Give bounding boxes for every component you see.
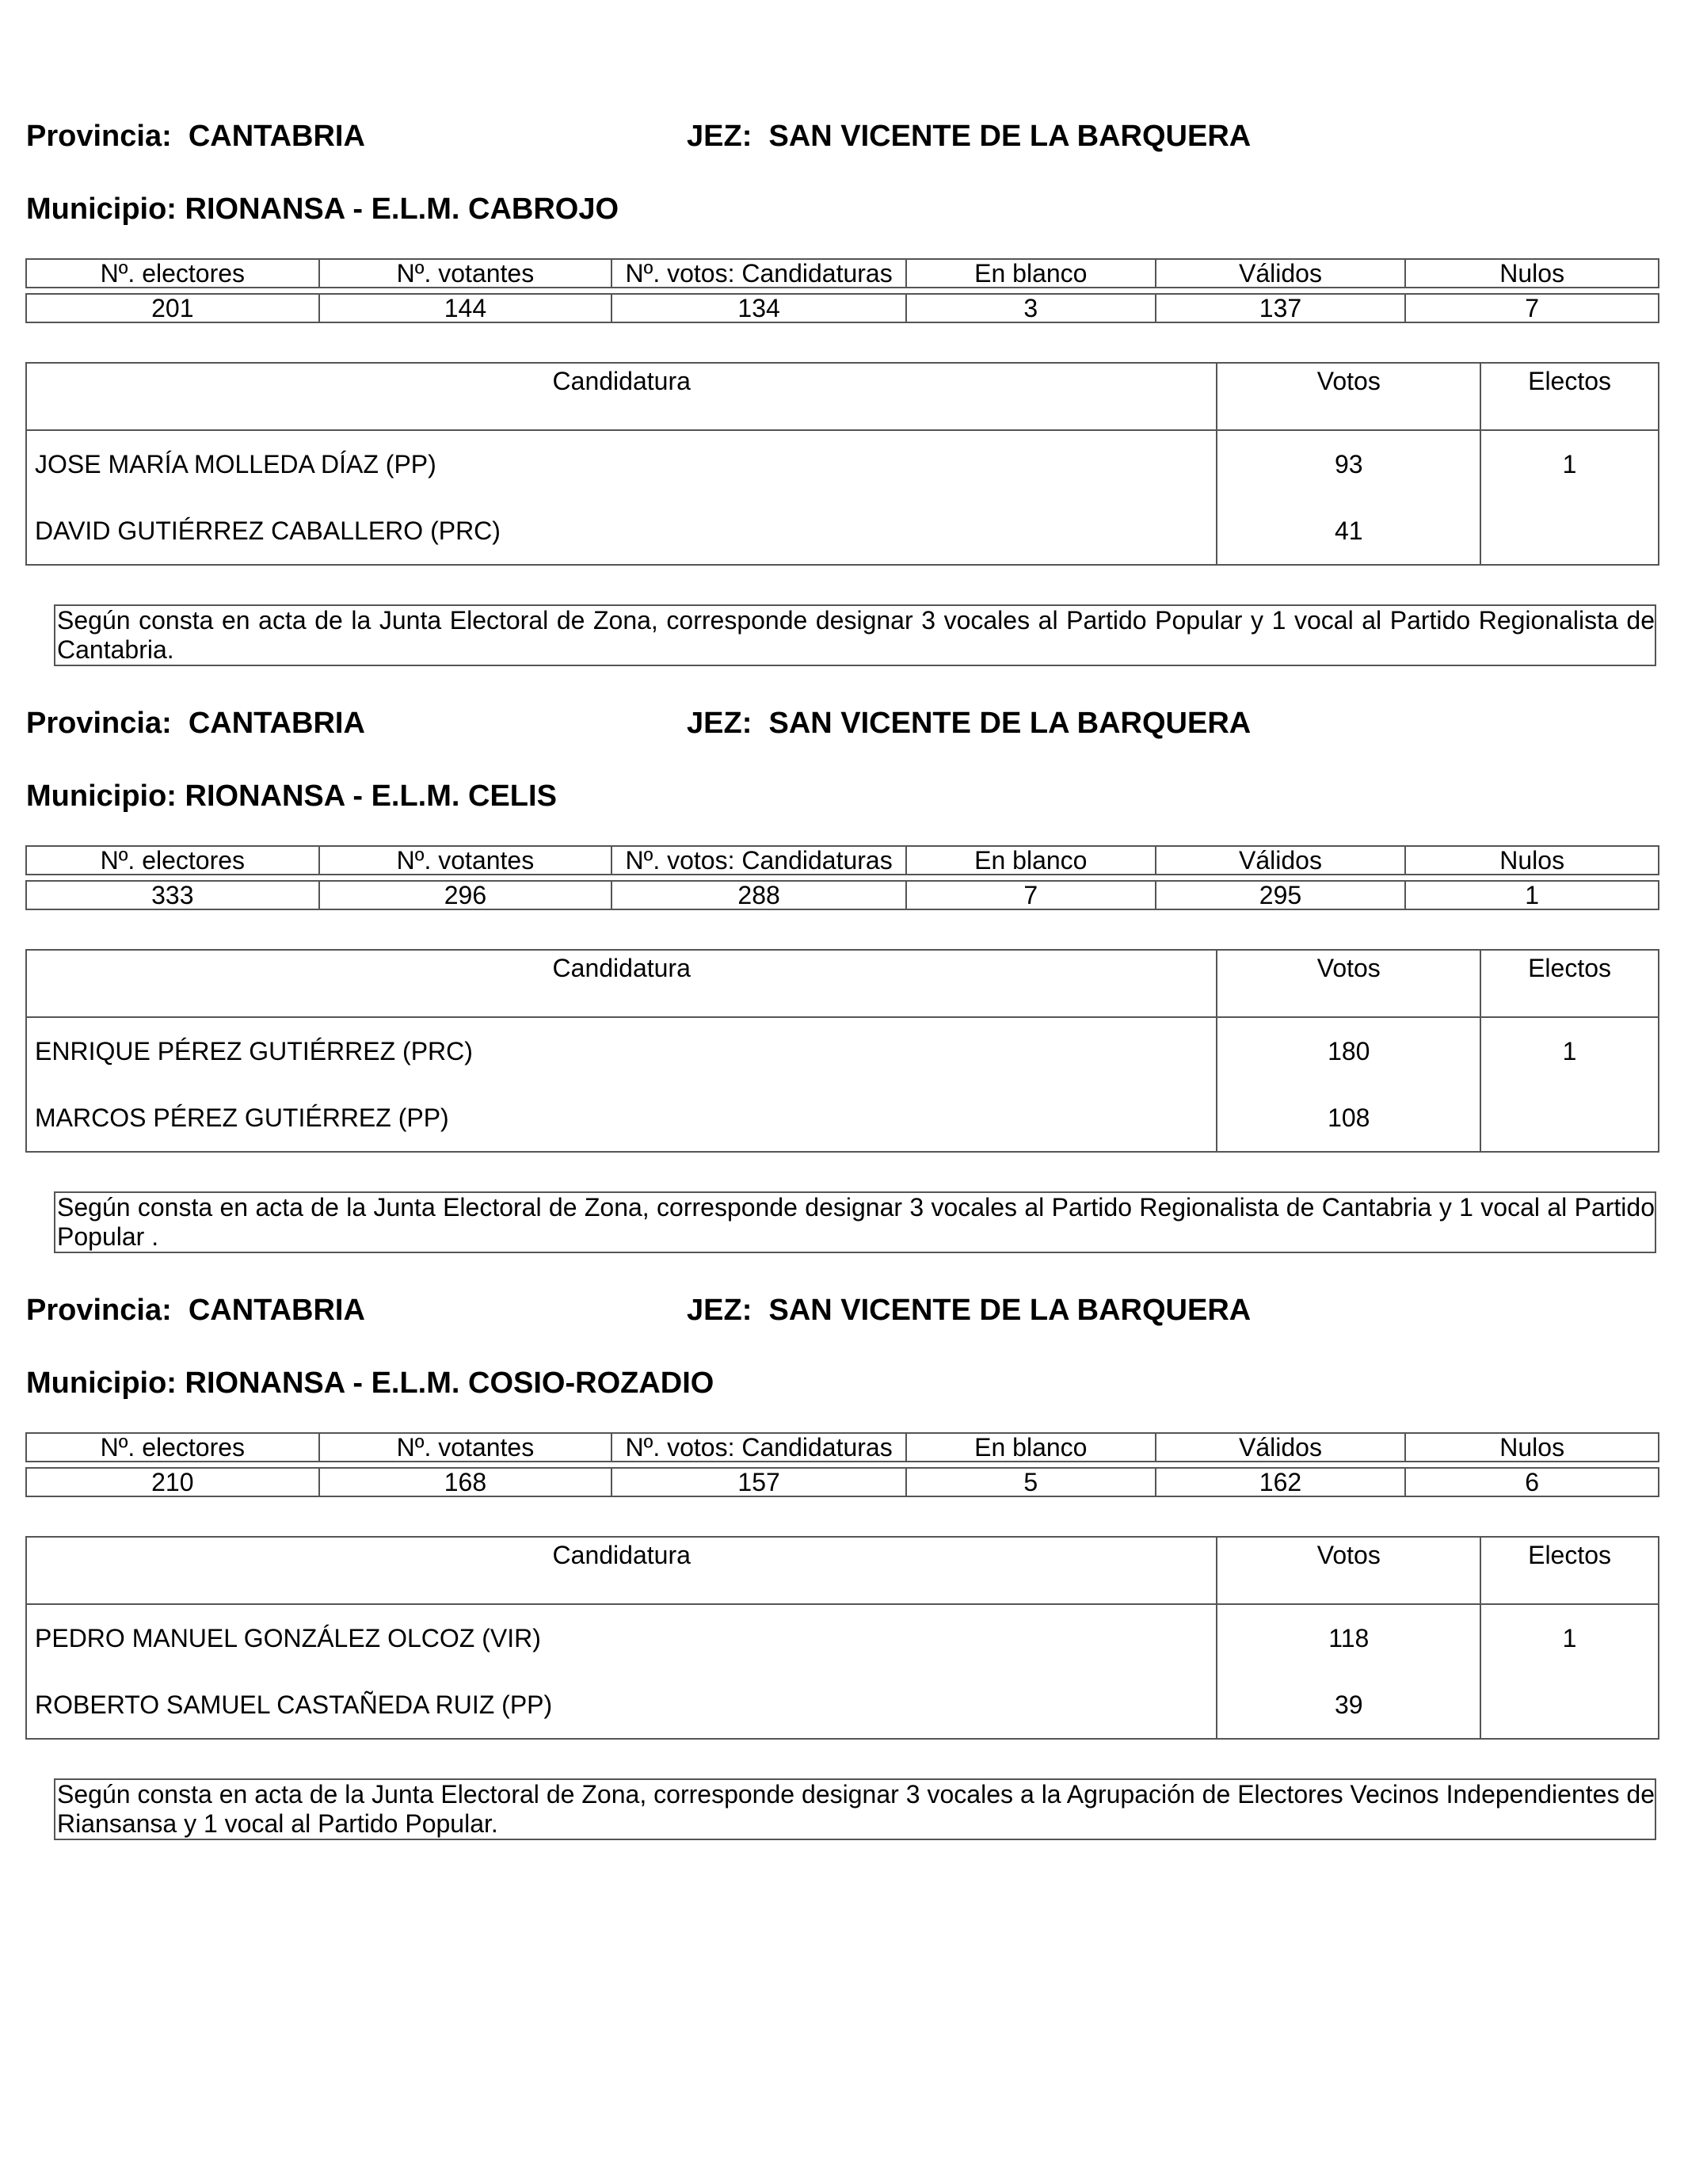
summary-header-row xyxy=(26,846,1659,875)
municipio-value: RIONANSA - E.L.M. CABROJO xyxy=(185,192,619,226)
provincia-label: Provincia: xyxy=(26,707,172,740)
header-electos: Electos xyxy=(1480,363,1659,430)
provincia-value: CANTABRIA xyxy=(188,1294,365,1327)
value-en-blanco: 7 xyxy=(906,881,1156,909)
jez-value: SAN VICENTE DE LA BARQUERA xyxy=(768,1294,1252,1327)
vote-summary-table xyxy=(25,258,1659,323)
value-nulos: 1 xyxy=(1405,881,1659,909)
table-row xyxy=(26,430,1659,497)
table-row xyxy=(26,1084,1659,1152)
candidates-table xyxy=(25,949,1659,1153)
municipio-label: Municipio: xyxy=(26,1366,177,1400)
candidates-header-row xyxy=(26,950,1659,1017)
header-votantes: Nº. votantes xyxy=(319,259,612,288)
candidate-electos xyxy=(1480,1084,1659,1152)
table-row xyxy=(26,1017,1659,1084)
candidate-electos: 1 xyxy=(1562,449,1577,478)
municipio-heading xyxy=(26,193,619,225)
header-en-blanco: En blanco xyxy=(906,1433,1156,1462)
header-votos: Votos xyxy=(1217,363,1480,430)
value-electores: 333 xyxy=(26,881,319,909)
value-validos: 162 xyxy=(1156,1468,1406,1496)
header-votos-candidaturas: Nº. votos: Candidaturas xyxy=(611,846,906,875)
municipio-heading xyxy=(26,1367,714,1399)
summary-value-row xyxy=(26,294,1659,322)
value-votantes: 168 xyxy=(319,1468,612,1496)
candidate-electos: 1 xyxy=(1562,1036,1577,1065)
provincia-heading xyxy=(26,120,365,152)
header-votos: Votos xyxy=(1217,950,1480,1017)
header-votos-candidaturas: Nº. votos: Candidaturas xyxy=(611,1433,906,1462)
candidate-electos xyxy=(1480,497,1659,565)
candidate-name: ENRIQUE PÉREZ GUTIÉRREZ (PRC) xyxy=(26,1017,1217,1084)
header-electores: Nº. electores xyxy=(26,259,319,288)
table-row xyxy=(26,1604,1659,1671)
junta-note: Según consta en acta de la Junta Electoral de Zona, corresponde designar 3 vocales al Partido Regionalista de Cantabria y 1 vocal al Partido Popular . xyxy=(54,1191,1656,1253)
header-candidatura: Candidatura xyxy=(26,1537,1217,1604)
value-en-blanco: 5 xyxy=(906,1468,1156,1496)
candidate-votes: 93 xyxy=(1217,430,1480,497)
header-votantes: Nº. votantes xyxy=(319,1433,612,1462)
table-row xyxy=(26,497,1659,565)
jez-heading xyxy=(687,707,1251,739)
header-validos: Válidos xyxy=(1156,846,1406,875)
candidates-table xyxy=(25,362,1659,566)
summary-header-row xyxy=(26,1433,1659,1462)
header-nulos: Nulos xyxy=(1405,259,1659,288)
value-nulos: 6 xyxy=(1405,1468,1659,1496)
header-votantes: Nº. votantes xyxy=(319,846,612,875)
header-en-blanco: En blanco xyxy=(906,259,1156,288)
jez-label: JEZ: xyxy=(687,120,752,153)
candidate-name: DAVID GUTIÉRREZ CABALLERO (PRC) xyxy=(26,497,1217,565)
value-electores: 210 xyxy=(26,1468,319,1496)
municipio-label: Municipio: xyxy=(26,779,177,813)
summary-value-row xyxy=(26,881,1659,909)
value-nulos: 7 xyxy=(1405,294,1659,322)
jez-label: JEZ: xyxy=(687,707,752,740)
candidate-votes: 108 xyxy=(1217,1084,1480,1152)
candidate-electos xyxy=(1480,1671,1659,1739)
header-validos: Válidos xyxy=(1156,259,1406,288)
summary-value-row xyxy=(26,1468,1659,1496)
municipality-section xyxy=(0,587,1684,1251)
header-electos: Electos xyxy=(1480,950,1659,1017)
candidate-name: MARCOS PÉREZ GUTIÉRREZ (PP) xyxy=(26,1084,1217,1152)
header-en-blanco: En blanco xyxy=(906,846,1156,875)
header-electos: Electos xyxy=(1480,1537,1659,1604)
value-electores: 201 xyxy=(26,294,319,322)
value-validos: 137 xyxy=(1156,294,1406,322)
candidate-votes: 180 xyxy=(1217,1017,1480,1084)
provincia-value: CANTABRIA xyxy=(188,120,365,153)
value-votos-candidaturas: 134 xyxy=(611,294,906,322)
candidate-name: JOSE MARÍA MOLLEDA DÍAZ (PP) xyxy=(26,430,1217,497)
value-votos-candidaturas: 157 xyxy=(611,1468,906,1496)
provincia-label: Provincia: xyxy=(26,1294,172,1327)
header-electores: Nº. electores xyxy=(26,1433,319,1462)
candidates-header-row xyxy=(26,363,1659,430)
candidate-name: PEDRO MANUEL GONZÁLEZ OLCOZ (VIR) xyxy=(26,1604,1217,1671)
jez-value: SAN VICENTE DE LA BARQUERA xyxy=(768,120,1252,153)
municipio-value: RIONANSA - E.L.M. COSIO-ROZADIO xyxy=(185,1366,714,1400)
jez-label: JEZ: xyxy=(687,1294,752,1327)
junta-note: Según consta en acta de la Junta Electoral de Zona, corresponde designar 3 vocales al Partido Popular y 1 vocal al Partido Regionalista de Cantabria. xyxy=(54,604,1656,666)
candidate-votes: 41 xyxy=(1217,497,1480,565)
junta-note: Según consta en acta de la Junta Electoral de Zona, corresponde designar 3 vocales a la Agrupación de Electores Vecinos Independientes de Riansansa y 1 vocal al Partido Popular. xyxy=(54,1778,1656,1840)
candidates-header-row xyxy=(26,1537,1659,1604)
candidate-electos: 1 xyxy=(1562,1623,1577,1652)
provincia-value: CANTABRIA xyxy=(188,707,365,740)
candidate-name: ROBERTO SAMUEL CASTAÑEDA RUIZ (PP) xyxy=(26,1671,1217,1739)
provincia-heading xyxy=(26,707,365,739)
header-candidatura: Candidatura xyxy=(26,950,1217,1017)
header-candidatura: Candidatura xyxy=(26,363,1217,430)
candidates-table xyxy=(25,1536,1659,1740)
jez-heading xyxy=(687,1294,1251,1326)
jez-heading xyxy=(687,120,1251,152)
vote-summary-table xyxy=(25,845,1659,910)
header-validos: Válidos xyxy=(1156,1433,1406,1462)
provincia-heading xyxy=(26,1294,365,1326)
value-votantes: 296 xyxy=(319,881,612,909)
jez-value: SAN VICENTE DE LA BARQUERA xyxy=(768,707,1252,740)
header-votos: Votos xyxy=(1217,1537,1480,1604)
candidate-votes: 118 xyxy=(1217,1604,1480,1671)
candidate-votes: 39 xyxy=(1217,1671,1480,1739)
value-votantes: 144 xyxy=(319,294,612,322)
value-votos-candidaturas: 288 xyxy=(611,881,906,909)
summary-header-row xyxy=(26,259,1659,288)
provincia-label: Provincia: xyxy=(26,120,172,153)
municipio-label: Municipio: xyxy=(26,192,177,226)
value-en-blanco: 3 xyxy=(906,294,1156,322)
value-validos: 295 xyxy=(1156,881,1406,909)
municipality-section xyxy=(0,1174,1684,1838)
table-row xyxy=(26,1671,1659,1739)
municipality-section xyxy=(0,0,1684,664)
header-nulos: Nulos xyxy=(1405,846,1659,875)
municipio-value: RIONANSA - E.L.M. CELIS xyxy=(185,779,557,813)
vote-summary-table xyxy=(25,1432,1659,1497)
header-votos-candidaturas: Nº. votos: Candidaturas xyxy=(611,259,906,288)
header-electores: Nº. electores xyxy=(26,846,319,875)
header-nulos: Nulos xyxy=(1405,1433,1659,1462)
municipio-heading xyxy=(26,780,557,812)
